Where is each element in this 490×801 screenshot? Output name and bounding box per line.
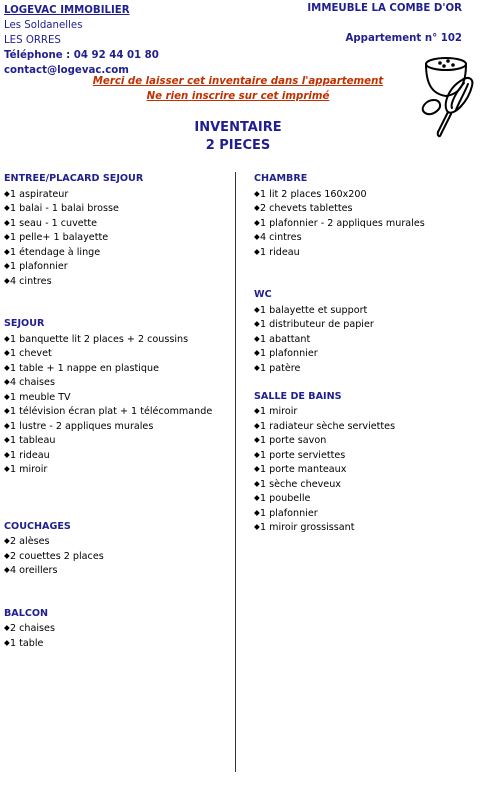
diamond-bullet-icon: ◆ bbox=[4, 377, 10, 386]
list-item: ◆1 miroir bbox=[254, 406, 298, 417]
list-item: ◆1 porte serviettes bbox=[254, 449, 346, 461]
document-title: INVENTAIRE bbox=[194, 120, 282, 135]
diamond-bullet-icon: ◆ bbox=[254, 348, 260, 357]
section-title: SEJOUR bbox=[4, 318, 45, 329]
list-item: ◆1 étendage à linge bbox=[4, 246, 101, 258]
diamond-bullet-icon: ◆ bbox=[4, 435, 10, 444]
diamond-bullet-icon: ◆ bbox=[254, 319, 260, 328]
diamond-bullet-icon: ◆ bbox=[4, 550, 10, 560]
list-item: ◆1 poubelle bbox=[254, 493, 311, 504]
list-item: ◆1 miroir bbox=[4, 464, 48, 475]
apartment-number: Appartement n° 102 bbox=[345, 33, 462, 44]
diamond-bullet-icon: ◆ bbox=[254, 188, 260, 198]
address-line-2: LES ORRES bbox=[4, 35, 61, 46]
list-item: ◆1 abattant bbox=[254, 333, 311, 345]
diamond-bullet-icon: ◆ bbox=[4, 217, 10, 227]
list-item: ◆1 balayette et support bbox=[254, 304, 368, 316]
section-title: SALLE DE BAINS bbox=[254, 390, 342, 402]
diamond-bullet-icon: ◆ bbox=[254, 464, 260, 473]
list-item: ◆4 chaises bbox=[4, 377, 55, 388]
document-subtitle: 2 PIECES bbox=[205, 138, 271, 153]
diamond-bullet-icon: ◆ bbox=[254, 478, 260, 488]
phone-number: Téléphone : 04 92 44 01 80 bbox=[4, 50, 159, 61]
diamond-bullet-icon: ◆ bbox=[4, 406, 10, 415]
list-item: ◆2 chevets tablettes bbox=[254, 203, 353, 214]
diamond-bullet-icon: ◆ bbox=[254, 232, 260, 241]
column-divider bbox=[235, 172, 236, 772]
diamond-bullet-icon: ◆ bbox=[254, 507, 260, 517]
diamond-bullet-icon: ◆ bbox=[4, 362, 10, 372]
address-line-1: Les Soldanelles bbox=[4, 20, 83, 31]
diamond-bullet-icon: ◆ bbox=[254, 333, 260, 343]
list-item: ◆4 cintres bbox=[4, 275, 52, 287]
list-item: ◆1 meuble TV bbox=[4, 391, 71, 403]
section-entree bbox=[4, 172, 232, 288]
list-item: ◆1 pelle+ 1 balayette bbox=[4, 232, 109, 243]
section-title: ENTREE/PLACARD SEJOUR bbox=[4, 173, 144, 184]
diamond-bullet-icon: ◆ bbox=[4, 637, 10, 647]
diamond-bullet-icon: ◆ bbox=[4, 261, 10, 270]
list-item: ◆1 rideau bbox=[254, 246, 300, 258]
diamond-bullet-icon: ◆ bbox=[4, 464, 10, 473]
diamond-bullet-icon: ◆ bbox=[4, 623, 10, 632]
section-sejour bbox=[4, 317, 232, 477]
diamond-bullet-icon: ◆ bbox=[254, 246, 260, 256]
list-item: ◆1 lustre - 2 appliques murales bbox=[4, 420, 154, 432]
list-item: ◆1 lit 2 places 160x200 bbox=[254, 188, 367, 200]
diamond-bullet-icon: ◆ bbox=[4, 232, 10, 241]
notice-keep-inventory: Merci de laisser cet inventaire dans l'appartement bbox=[92, 76, 384, 87]
section-wc bbox=[254, 288, 486, 375]
section-balcon bbox=[4, 607, 232, 651]
section-title: WC bbox=[254, 289, 272, 300]
section-title: COUCHAGES bbox=[4, 520, 71, 532]
building-name: IMMEUBLE LA COMBE D'OR bbox=[307, 3, 462, 14]
left-column bbox=[4, 172, 232, 650]
list-item: ◆1 sèche cheveux bbox=[254, 478, 341, 490]
list-item: ◆1 aspirateur bbox=[4, 188, 69, 200]
list-item: ◆1 miroir grossissant bbox=[254, 522, 355, 533]
list-item: ◆1 porte savon bbox=[254, 435, 327, 446]
section-title: BALCON bbox=[4, 607, 49, 619]
list-item: ◆1 radiateur sèche serviettes bbox=[254, 420, 396, 432]
diamond-bullet-icon: ◆ bbox=[254, 203, 260, 212]
list-item: ◆1 table bbox=[4, 637, 44, 649]
email-address: contact@logevac.com bbox=[4, 65, 129, 76]
section-couchages bbox=[4, 520, 232, 578]
right-column bbox=[254, 172, 486, 535]
company-name: LOGEVAC IMMOBILIER bbox=[4, 5, 130, 16]
diamond-bullet-icon: ◆ bbox=[4, 188, 10, 198]
list-item: ◆1 plafonnier bbox=[254, 348, 318, 359]
list-item: ◆1 plafonnier bbox=[4, 261, 68, 272]
list-item: ◆1 distributeur de papier bbox=[254, 319, 374, 330]
diamond-bullet-icon: ◆ bbox=[4, 420, 10, 430]
diamond-bullet-icon: ◆ bbox=[254, 217, 260, 227]
list-item: ◆1 table + 1 nappe en plastique bbox=[4, 362, 159, 374]
diamond-bullet-icon: ◆ bbox=[4, 449, 10, 459]
list-item: ◆1 banquette lit 2 places + 2 coussins bbox=[4, 333, 189, 345]
diamond-bullet-icon: ◆ bbox=[4, 246, 10, 256]
diamond-bullet-icon: ◆ bbox=[254, 449, 260, 459]
section-chambre bbox=[254, 172, 486, 259]
diamond-bullet-icon: ◆ bbox=[4, 565, 10, 574]
list-item: ◆2 chaises bbox=[4, 623, 55, 634]
list-item: ◆1 seau - 1 cuvette bbox=[4, 217, 98, 229]
diamond-bullet-icon: ◆ bbox=[254, 304, 260, 314]
list-item: ◆1 balai - 1 balai brosse bbox=[4, 203, 119, 214]
diamond-bullet-icon: ◆ bbox=[254, 420, 260, 430]
list-item: ◆2 couettes 2 places bbox=[4, 550, 104, 562]
notice-do-not-write: Ne rien inscrire sur cet imprimé bbox=[146, 91, 330, 102]
diamond-bullet-icon: ◆ bbox=[254, 362, 260, 372]
diamond-bullet-icon: ◆ bbox=[4, 275, 10, 285]
diamond-bullet-icon: ◆ bbox=[4, 391, 10, 401]
agency-contact-block bbox=[4, 3, 159, 78]
list-item: ◆1 chevet bbox=[4, 348, 52, 359]
list-item: ◆1 plafonnier bbox=[254, 507, 318, 519]
list-item: ◆1 porte manteaux bbox=[254, 464, 347, 475]
diamond-bullet-icon: ◆ bbox=[4, 348, 10, 357]
list-item: ◆4 oreillers bbox=[4, 565, 58, 576]
diamond-bullet-icon: ◆ bbox=[4, 203, 10, 212]
diamond-bullet-icon: ◆ bbox=[4, 536, 10, 545]
list-item: ◆4 cintres bbox=[254, 232, 302, 243]
list-item: ◆1 patère bbox=[254, 362, 301, 374]
section-salle-de-bains bbox=[254, 390, 486, 535]
diamond-bullet-icon: ◆ bbox=[254, 493, 260, 502]
list-item: ◆1 tableau bbox=[4, 435, 56, 446]
section-title: CHAMBRE bbox=[254, 173, 308, 184]
diamond-bullet-icon: ◆ bbox=[254, 406, 260, 415]
list-item: ◆2 alèses bbox=[4, 536, 50, 547]
diamond-bullet-icon: ◆ bbox=[254, 435, 260, 444]
list-item: ◆1 télévision écran plat + 1 télécommande bbox=[4, 406, 213, 417]
list-item: ◆1 plafonnier - 2 appliques murales bbox=[254, 217, 425, 229]
diamond-bullet-icon: ◆ bbox=[4, 333, 10, 343]
list-item: ◆1 rideau bbox=[4, 449, 50, 461]
diamond-bullet-icon: ◆ bbox=[254, 522, 260, 531]
